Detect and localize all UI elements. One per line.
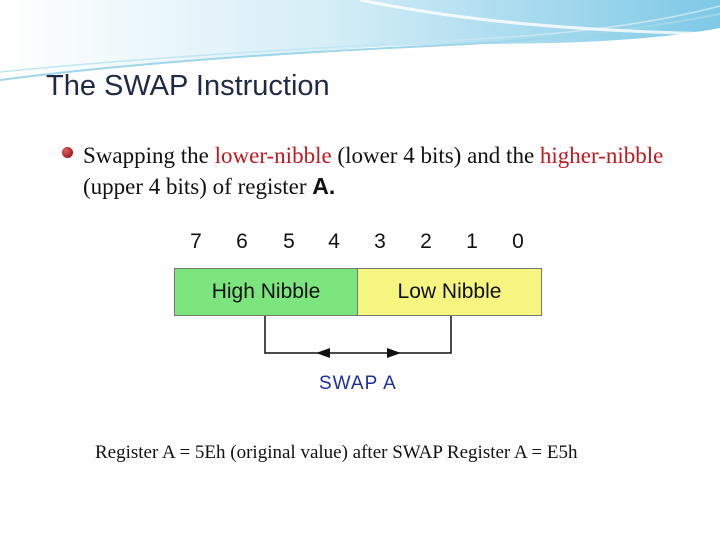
lower-nibble-term: lower-nibble [214,143,332,168]
bit-label-0: 0 [512,230,524,253]
higher-nibble-term: higher-nibble [539,143,664,168]
low-nibble-label: Low Nibble [397,280,502,303]
bit-label-5: 5 [283,230,295,253]
arrow-left-icon [316,348,330,358]
bit-label-6: 6 [236,230,248,253]
arrow-right-icon [387,348,401,358]
bit-label-3: 3 [374,230,386,253]
bit-label-7: 7 [190,230,202,253]
high-nibble-label: High Nibble [211,280,321,303]
slide-title: The SWAP Instruction [46,70,330,102]
bullet-text-part1: Swapping the [83,143,215,168]
register-name: A. [312,173,336,199]
result-text: Register A = 5Eh (original value) after SWAP Register A = E5h [95,442,578,463]
swap-instruction-label: SWAP A [319,373,397,394]
bit-label-1: 1 [466,230,478,253]
bullet-text-part3: (upper 4 bits) of register [83,174,313,199]
bullet-text-part2: (lower 4 bits) and the [331,143,540,168]
bit-label-2: 2 [420,230,432,253]
bit-label-4: 4 [328,230,340,253]
